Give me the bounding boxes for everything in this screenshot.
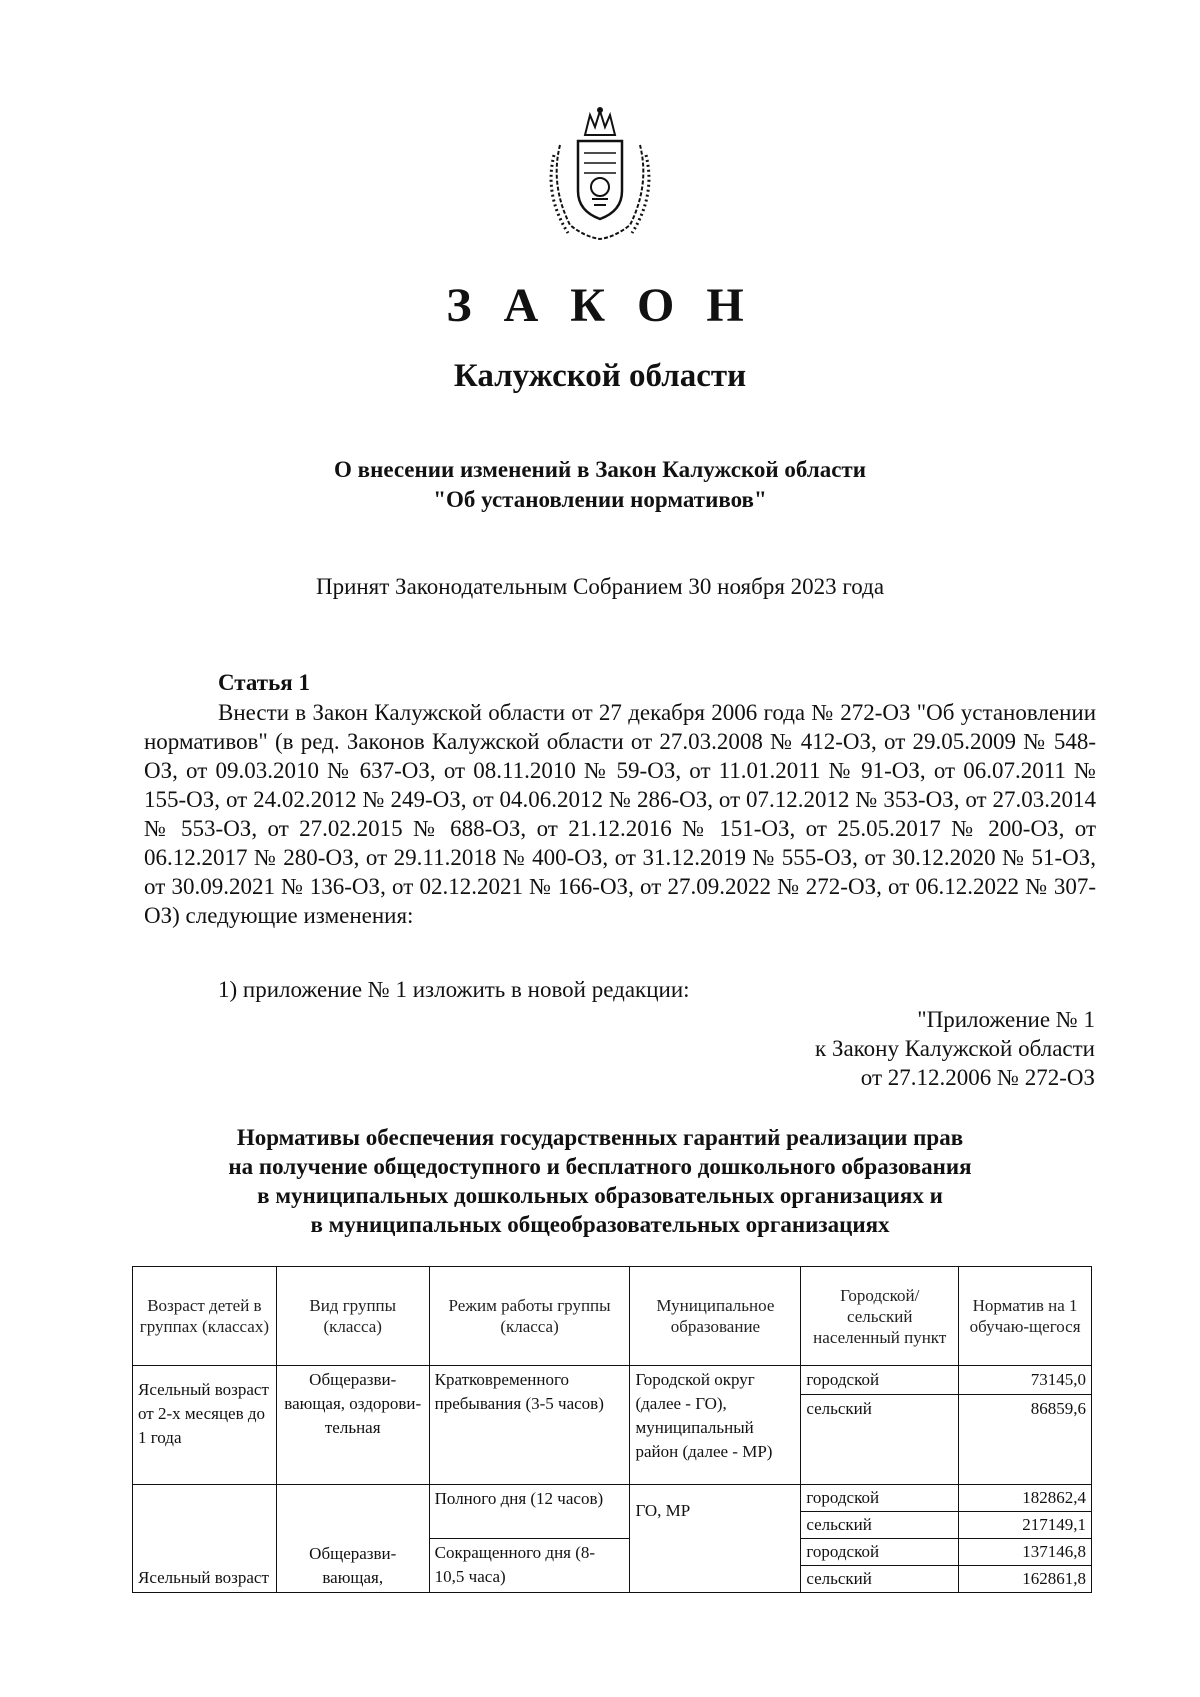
locality-cell: городской xyxy=(801,1485,959,1512)
norms-title-line: в муниципальных общеобразовательных организациях xyxy=(310,1212,890,1237)
value-cell: 86859,6 xyxy=(959,1395,1092,1485)
norms-title-line: в муниципальных дошкольных образовательных организациях и xyxy=(257,1183,943,1208)
locality-cell: городской xyxy=(801,1366,959,1395)
value-cell: 182862,4 xyxy=(959,1485,1092,1512)
appendix-line: "Приложение № 1 xyxy=(917,1007,1095,1032)
norms-title-line: Нормативы обеспечения государственных гарантий реализации прав xyxy=(236,1125,964,1150)
value-cell: 217149,1 xyxy=(959,1512,1092,1539)
appendix-line: от 27.12.2006 № 272-ОЗ xyxy=(860,1065,1095,1090)
adoption-date: Принят Законодательным Собранием 30 ноября 2023 года xyxy=(315,574,885,599)
document-subtitle: Калужской области xyxy=(453,358,747,394)
column-header: Режим работы группы (класса) xyxy=(429,1267,630,1366)
article-paragraph: Внести в Закон Калужской области от 27 декабря 2006 года № 272-ОЗ "Об установлении нормативов" (в ред. Законов Калужской области от 27.03.2008 № 412-ОЗ, от 29.05.2009 № 548-ОЗ, от 09.03.2010 № 637-ОЗ, от 08.11.2010 № 59-ОЗ, от 11.01.2011 № 91-ОЗ, от 06.07.2011 № 155-ОЗ, от 24.02.2012 № 249-ОЗ, от 04.06.2012 № 286-ОЗ, от 07.12.2012 № 353-ОЗ, от 27.03.2014 № 553-ОЗ, от 27.02.2015 № 688-ОЗ, от 21.12.2016 № 151-ОЗ, от 25.05.2017 № 200-ОЗ, от 06.12.2017 № 280-ОЗ, от 29.11.2018 № 400-ОЗ, от 31.12.2019 № 555-ОЗ, от 30.12.2020 № 51-ОЗ, от 30.09.2021 № 136-ОЗ, от 02.12.2021 № 166-ОЗ, от 27.09.2022 № 272-ОЗ, от 06.12.2022 № 307-ОЗ) следующие изменения: xyxy=(144,700,1096,928)
law-name-line: О внесении изменений в Закон Калужской области xyxy=(334,457,866,482)
mode-cell: Полного дня (12 часов) xyxy=(429,1485,630,1539)
coat-of-arms-icon xyxy=(540,105,660,245)
norms-title xyxy=(0,1123,1200,1239)
locality-cell: сельский xyxy=(801,1395,959,1485)
locality-cell: городской xyxy=(801,1539,959,1566)
table-row xyxy=(133,1366,1092,1395)
mode-cell: Кратковременного пребывания (3-5 часов) xyxy=(429,1366,630,1485)
law-name xyxy=(0,455,1200,515)
column-header: Норматив на 1 обучаю-щегося xyxy=(959,1267,1092,1366)
appendix-reference xyxy=(815,1005,1095,1092)
document-title: З А К О Н xyxy=(446,279,754,332)
column-header: Городской/ сельский населенный пункт xyxy=(801,1267,959,1366)
value-cell: 162861,8 xyxy=(959,1566,1092,1593)
appendix-line: к Закону Калужской области xyxy=(815,1036,1095,1061)
article-item: 1) приложение № 1 изложить в новой редакции: xyxy=(218,977,690,1002)
column-header: Возраст детей в группах (классах) xyxy=(133,1267,277,1366)
locality-cell: сельский xyxy=(801,1512,959,1539)
column-header: Муниципальное образование xyxy=(630,1267,801,1366)
mode-cell: Сокращенного дня (8-10,5 часа) xyxy=(429,1539,630,1593)
article-title: Статья 1 xyxy=(218,670,310,695)
value-cell: 73145,0 xyxy=(959,1366,1092,1395)
age-cell: Ясельный возраст от 2-х месяцев до 1 года xyxy=(133,1366,277,1485)
group-cell: Общеразви-вающая, оздорови-тельная xyxy=(276,1366,429,1485)
municipality-cell: ГО, МР xyxy=(630,1485,801,1593)
law-name-line: "Об установлении нормативов" xyxy=(433,487,767,512)
norms-table xyxy=(132,1266,1092,1593)
value-cell: 137146,8 xyxy=(959,1539,1092,1566)
norms-title-line: на получение общедоступного и бесплатного дошкольного образования xyxy=(228,1154,972,1179)
table-row xyxy=(133,1485,1092,1512)
article-body xyxy=(144,698,1096,930)
age-cell: Ясельный возраст xyxy=(133,1485,277,1593)
municipality-cell: Городской округ (далее - ГО), муниципальный район (далее - МР) xyxy=(630,1366,801,1485)
group-cell: Общеразви-вающая, xyxy=(276,1485,429,1593)
column-header: Вид группы (класса) xyxy=(276,1267,429,1366)
locality-cell: сельский xyxy=(801,1566,959,1593)
table-header-row xyxy=(133,1267,1092,1366)
